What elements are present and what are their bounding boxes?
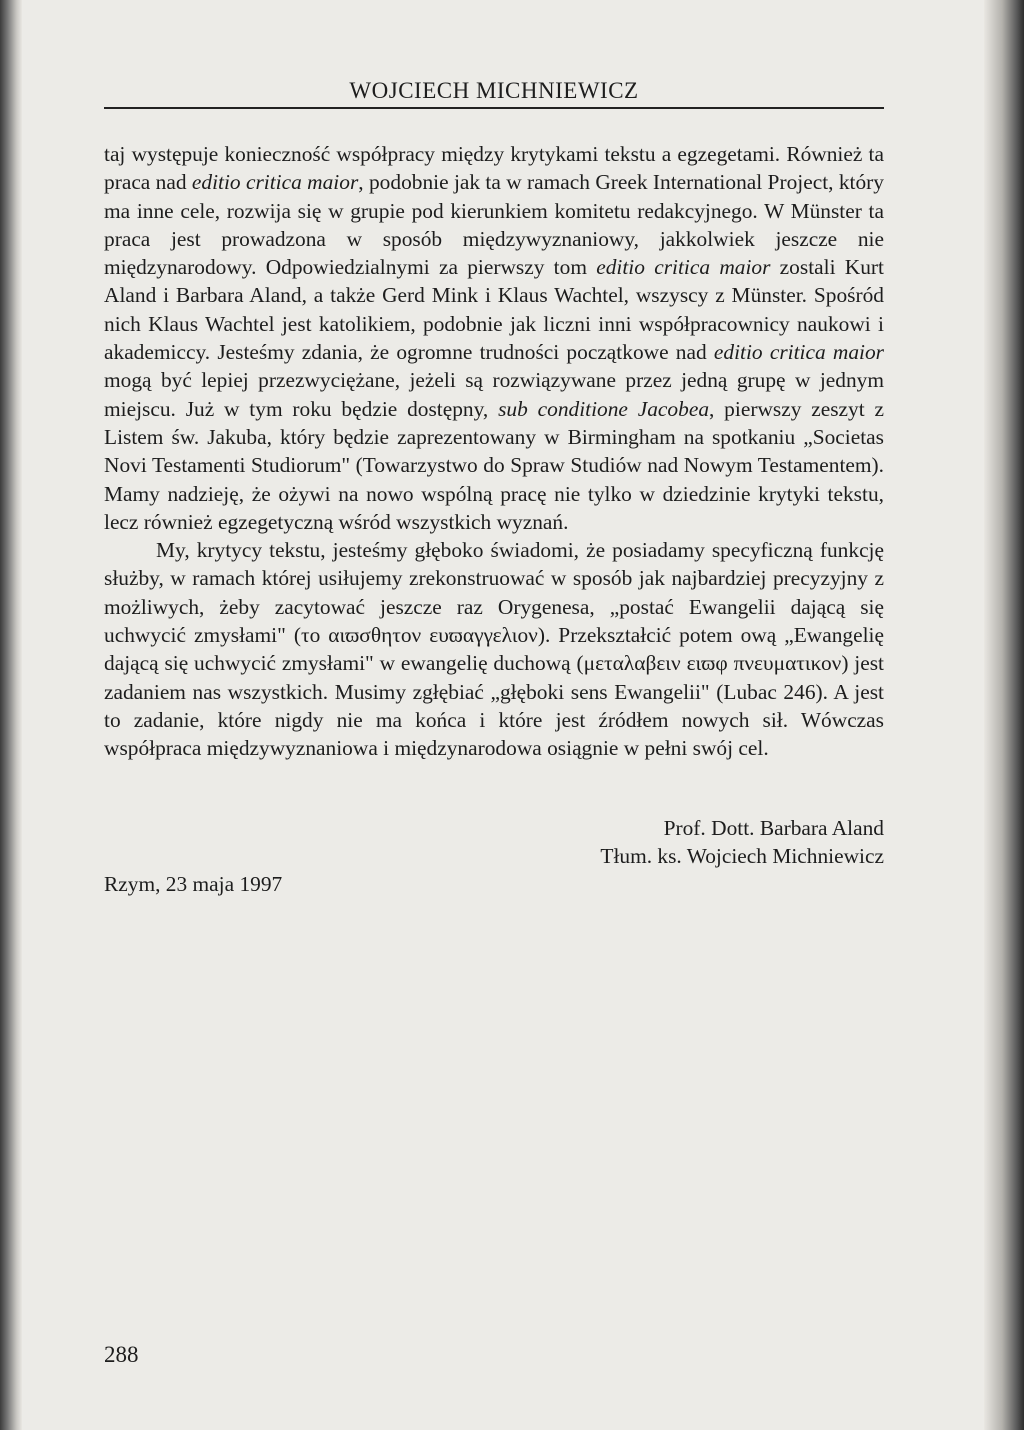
italic-term: editio critica maior [596, 255, 771, 280]
place-date: Rzym, 23 maja 1997 [104, 872, 283, 896]
text-run: My, krytycy tekstu, jesteśmy głęboko świadomi, że posiadamy specyficzną funkcję służby, w ramach której usiłujemy zrekonstruować w sposób jak najbardziej precyzyjny z możliwych, żeby zacytować jeszcze raz Orygenesa, „postać Ewangelii dającą się uchwycić zmysłami" (το αιϖσθητον ευϖαγγελιον). Przekształcić potem ową „Ewangelię dającą się uchwycić zmysłami" w ewangelię duchową (μεταλαβειν ειϖφ πνευματικον) jest zadaniem nas wszystkich. Musimy zgłębiać „głęboki sens Ewangelii" (Lubac 246). A jest to zadanie, które nigdy nie ma końca i które jest źródłem nowych sił. Wówczas współpraca międzywyznaniowa i międzynarodowa osiągnie w pełni swój cel. [104, 538, 884, 761]
book-edge-shadow [984, 0, 1024, 1430]
paragraph-1 [104, 140, 884, 536]
signature-block [104, 814, 884, 871]
signature-author: Prof. Dott. Barbara Aland [663, 816, 884, 840]
signature-translator: Tłum. ks. Wojciech Michniewicz [600, 844, 884, 869]
text-run: , podobnie jak ta w ramach Greek International Project, który ma inne cele, rozwija się w grupie pod kierunkiem komitetu redakcyjnego. W Münster ta praca jest prowadzona w sposób międzywyznaniowy, jakkolwiek jeszcze nie międzynarodowy. Odpowiedzialnymi za pierwszy tom [104, 170, 885, 280]
text-run: , pierwszy zeszyt z Listem św. Jakuba, który będzie zaprezentowany w Birmingham na spotkaniu „Societas Novi Testamenti Studiorum" (Towarzystwo do Spraw Studiów nad Nowym Testamentem). Mamy nadzieję, że ożywi na nowo wspólną pracę nie tylko w dziedzinie krytyki tekstu, lecz również egzegetyczną wśród wszystkich wyznań. [104, 396, 884, 534]
main-text [104, 140, 884, 763]
book-gutter-shadow [0, 0, 22, 1430]
paragraph-2 [104, 536, 884, 762]
header-rule [104, 107, 884, 109]
text-run: mogą być lepiej przezwyciężane, jeżeli są rozwiązywane przez jedną grupę w jednym miejscu. Już w tym roku będzie dostępny, [104, 368, 884, 421]
page-number: 288 [104, 1342, 139, 1367]
text-run: zostali Kurt Aland i Barbara Aland, a także Gerd Mink i Klaus Wachtel, wszyscy z Münster. Spośród nich Klaus Wachtel jest katolikiem, podobnie jak liczni inni współpracownicy naukowi i akademiccy. Jesteśmy zdania, że ogromne trudności początkowe nad [104, 255, 884, 365]
italic-term: editio critica maior [191, 170, 359, 195]
running-header: WOJCIECH MICHNIEWICZ [349, 78, 639, 103]
text-run: taj występuje konieczność współpracy między krytykami tekstu a egzegetami. Również ta praca nad [104, 142, 884, 195]
italic-term: sub conditione Jacobea [498, 396, 710, 421]
italic-term: editio critica maior [713, 340, 884, 365]
